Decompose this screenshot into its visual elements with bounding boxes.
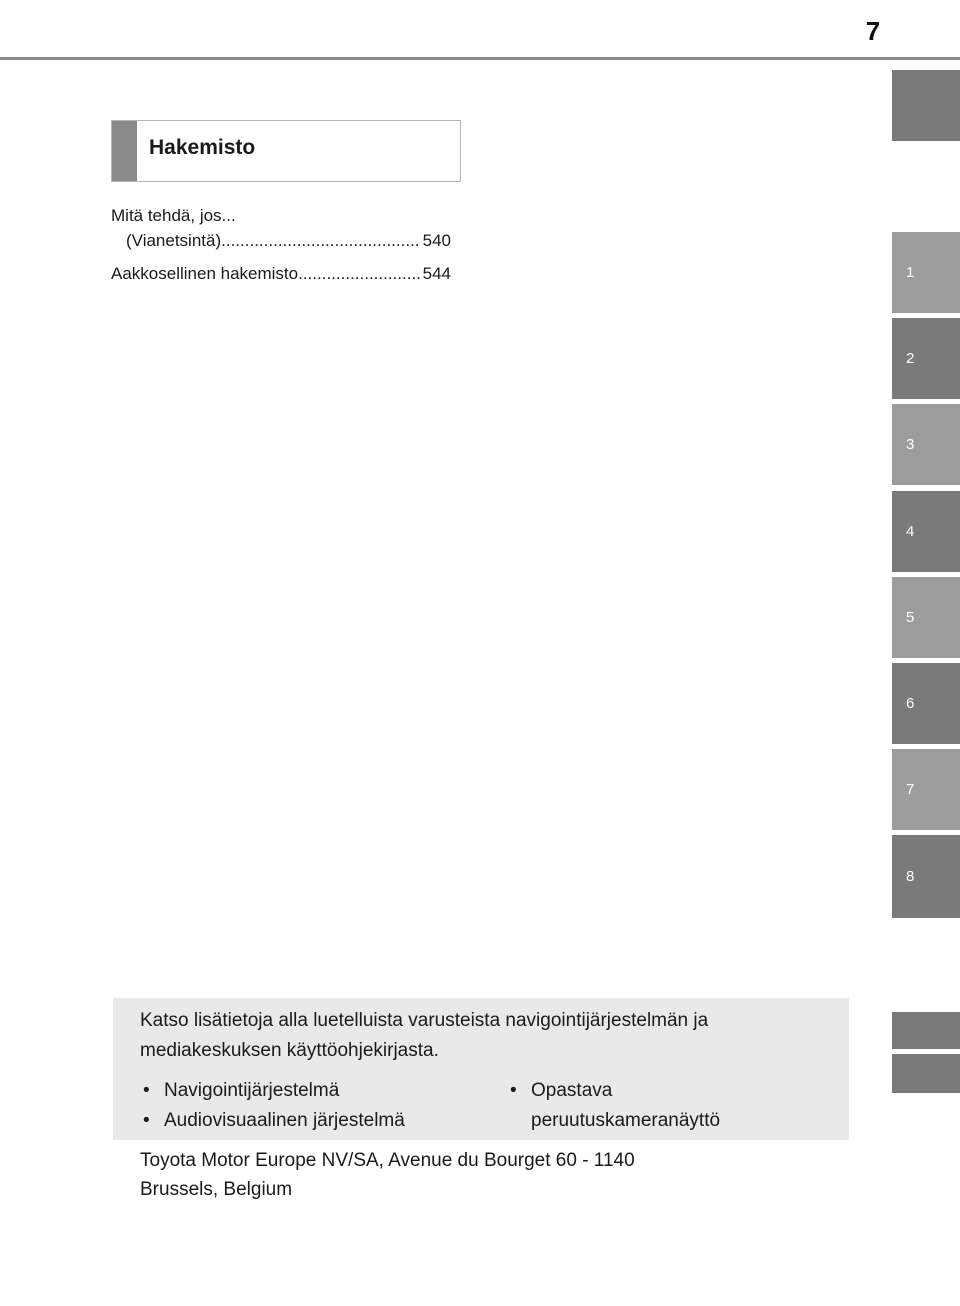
list-item (143, 1106, 405, 1136)
address-line-1: Toyota Motor Europe NV/SA, Avenue du Bourget 60 - 1140 (140, 1150, 635, 1171)
address-line-2: Brussels, Belgium (140, 1179, 293, 1200)
list-item (510, 1076, 720, 1106)
list-item-text: Opastava (531, 1080, 613, 1101)
toc-entry-alphabetical-index[interactable] (111, 261, 451, 286)
table-of-contents (111, 203, 451, 294)
toc-entry-title: Mitä tehdä, jos... (111, 206, 236, 225)
tab-chapter-8[interactable] (892, 835, 960, 918)
toc-entry-line (111, 261, 451, 286)
list-item-text: Audiovisuaalinen järjestelmä (164, 1110, 405, 1131)
tab-chapter-2[interactable] (892, 318, 960, 399)
list-item (143, 1076, 405, 1106)
tab-chapter-6[interactable] (892, 663, 960, 744)
tab-label: 2 (906, 350, 915, 367)
bullet-column-right (510, 1076, 720, 1136)
tab-chapter-3[interactable] (892, 404, 960, 485)
tab-label: 8 (906, 868, 915, 885)
toc-leader-dots (221, 228, 420, 253)
tab-label: 1 (906, 264, 915, 281)
tab-label: 3 (906, 436, 915, 453)
heading-accent-bar (112, 121, 137, 181)
bullet-column-left (143, 1076, 405, 1136)
toc-entry-line (111, 203, 451, 228)
tab-label: 4 (906, 523, 915, 540)
tab-label: 6 (906, 695, 915, 712)
bullet-list (140, 1076, 839, 1136)
toc-entry-title: Aakkosellinen hakemisto (111, 264, 299, 283)
list-item-text: Navigointijärjestelmä (164, 1080, 340, 1101)
tab-index-top[interactable] (892, 70, 960, 141)
info-box (113, 998, 849, 1140)
company-address (140, 1146, 780, 1204)
tab-chapter-4[interactable] (892, 491, 960, 572)
section-title: Hakemisto (149, 136, 256, 159)
toc-page-number: 544 (422, 264, 451, 283)
tab-chapter-5[interactable] (892, 577, 960, 658)
toc-page-number: 540 (422, 231, 451, 250)
page-number: 7 (865, 16, 881, 46)
tab-index-lower[interactable] (892, 1012, 960, 1049)
header-rule (0, 57, 960, 60)
bullet-icon: • (143, 1080, 150, 1101)
section-heading (111, 120, 461, 182)
tab-index-bottom[interactable] (892, 1054, 960, 1093)
tab-chapter-1[interactable] (892, 232, 960, 313)
toc-leader-dots (298, 261, 421, 286)
info-text: Katso lisätietoja alla luetelluista varusteista navigointijärjestelmän ja mediakeskuksen käyttöohjekirjasta. (140, 1010, 709, 1061)
tab-label: 7 (906, 781, 915, 798)
tab-label: 5 (906, 609, 915, 626)
toc-entry-troubleshooting[interactable] (111, 203, 451, 253)
list-item-continuation: peruutuskameranäyttö (531, 1110, 721, 1131)
tab-chapter-7[interactable] (892, 749, 960, 830)
toc-entry-line (111, 228, 451, 253)
toc-entry-subtitle: (Vianetsintä) (126, 231, 222, 250)
bullet-icon: • (510, 1080, 517, 1101)
bullet-icon: • (143, 1110, 150, 1131)
